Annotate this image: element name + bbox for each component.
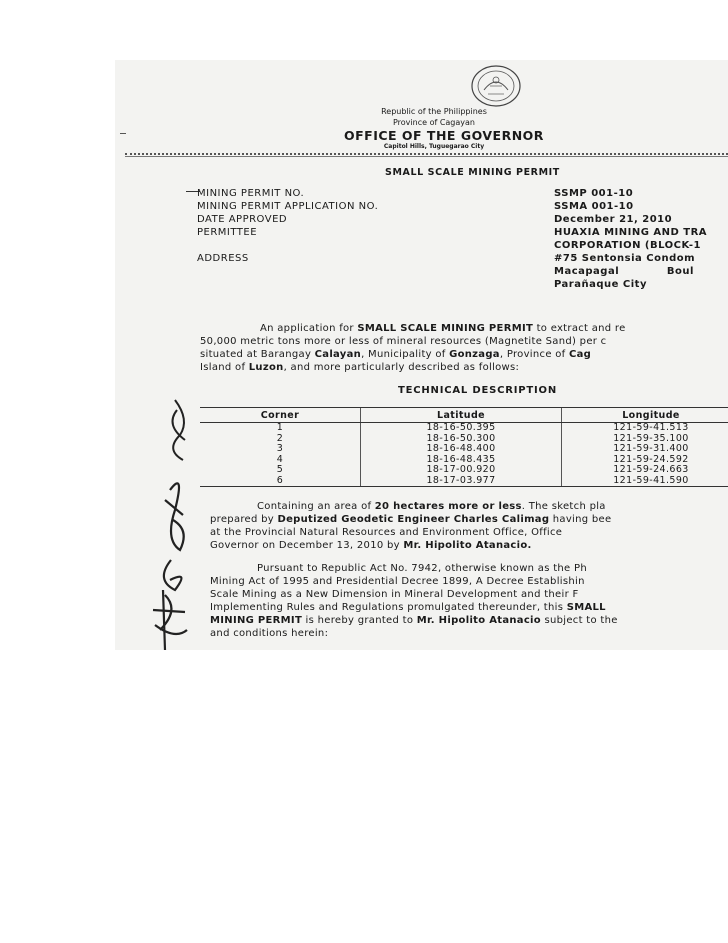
cell-latitude: 18-17-03.977	[361, 476, 562, 487]
text-span: situated at Barangay	[200, 349, 315, 360]
field-label-application-no: MINING PERMIT APPLICATION NO.	[197, 201, 379, 212]
document-title: SMALL SCALE MINING PERMIT	[385, 167, 560, 178]
cell-latitude: 18-17-00.920	[361, 465, 562, 476]
text-span: is hereby granted to	[302, 615, 417, 626]
paragraph-area-line-3: at the Provincial Natural Resources and Environment Office, Office	[210, 527, 563, 538]
cell-corner: 5	[276, 464, 284, 475]
field-label-address: ADDRESS	[197, 253, 249, 264]
provincial-seal-icon	[470, 64, 522, 108]
paragraph-pursuant-line-5	[210, 614, 618, 627]
cell-longitude: 121-59-31.400	[562, 444, 728, 455]
paragraph-pursuant-line-3	[210, 588, 579, 601]
cell-longitude: 121-59-24.663	[562, 465, 728, 476]
text-bold: 20 hectares more or less	[374, 501, 522, 512]
text-span: Island of	[200, 362, 249, 373]
text-span: Governor on December 13, 2010 by	[210, 540, 404, 551]
text-span: Implementing Rules and Regulations promulgated thereunder, this	[210, 602, 567, 613]
field-label-permittee: PERMITTEE	[197, 227, 258, 238]
paragraph-pursuant-line-4	[210, 601, 606, 614]
table-row	[200, 423, 728, 434]
text-bold: MINING PERMIT	[210, 615, 303, 626]
field-value-permit-no: SSMP 001-10	[554, 188, 634, 199]
cell-corner: 6	[200, 476, 361, 487]
cell-latitude: 18-16-48.435	[361, 455, 562, 466]
text-bold: Mr. Hipolito Atanacio.	[403, 540, 532, 551]
field-label-date-approved: DATE APPROVED	[197, 214, 288, 225]
paragraph-application-line-3	[200, 348, 591, 361]
text-span: subject to the	[540, 615, 618, 626]
scanned-document-page	[115, 60, 728, 650]
field-value-permittee-cont: CORPORATION (BLOCK-1	[554, 240, 701, 251]
text-bold: Gonzaga	[449, 349, 500, 360]
field-value-address-1: #75 Sentonsia Condom	[554, 253, 696, 264]
text-bold: Calayan	[314, 349, 362, 360]
paragraph-application-line-1	[260, 322, 626, 335]
table-row	[200, 476, 728, 487]
table-row	[200, 465, 728, 476]
header-capitol: Capitol Hills, Tuguegarao City	[383, 143, 485, 150]
header-province: Province of Cagayan	[392, 118, 475, 127]
cell-longitude: 121-59-24.592	[562, 455, 728, 466]
cell-longitude: 121-59-35.100	[562, 434, 728, 445]
text-span: to extract and re	[533, 323, 626, 334]
table-header-row	[200, 408, 728, 423]
text-span: prepared by	[210, 514, 278, 525]
text-bold: Luzon	[248, 362, 284, 373]
paragraph-pursuant-line-2: Mining Act of 1995 and Presidential Decree 1899, A Decree Establishin	[210, 576, 585, 587]
paragraph-pursuant-line-1: Pursuant to Republic Act No. 7942, otherwise known as the Ph	[257, 563, 587, 574]
cell-latitude: 18-16-50.395	[361, 423, 562, 434]
paragraph-area-line-4	[210, 539, 532, 552]
header-divider	[125, 156, 728, 157]
cell-corner: 3	[276, 443, 284, 454]
paragraph-application-line-4	[200, 361, 519, 374]
margin-tick	[120, 133, 126, 134]
text-bold: Deputized Geodetic Engineer Charles Calimag	[277, 514, 550, 525]
field-value-address-3: Parañaque City	[554, 279, 647, 290]
cell-corner: 2	[276, 432, 284, 444]
text-bold: Mr. Hipolito Atanacio	[416, 615, 541, 626]
cell-longitude: 121-59-41.513	[562, 423, 728, 434]
cell-corner: 4	[276, 453, 284, 465]
text-bold: SMALL	[566, 602, 606, 613]
column-header-longitude: Longitude	[562, 408, 728, 423]
text-span: , Province of	[499, 349, 569, 360]
technical-description-title: TECHNICAL DESCRIPTION	[398, 385, 558, 396]
coordinates-table	[200, 407, 728, 487]
text-span: having bee	[549, 514, 612, 525]
header-office: OFFICE OF THE GOVERNOR	[344, 128, 544, 143]
header-divider-dotted	[125, 153, 728, 155]
cell-longitude: 121-59-41.590	[562, 476, 728, 487]
cell-latitude: 18-16-50.300	[361, 434, 562, 445]
paragraph-application-line-2: 50,000 metric tons more or less of mineral resources (Magnetite Sand) per c	[200, 336, 607, 347]
field-value-address-2: Macapagal Boul	[554, 266, 694, 277]
handwritten-signature-icon	[135, 380, 195, 650]
paragraph-pursuant-line-6: and conditions herein:	[210, 628, 329, 639]
paragraph-area-line-2	[210, 513, 611, 526]
text-span: . The sketch pla	[521, 501, 606, 512]
table-row	[200, 444, 728, 455]
text-span: Containing an area of	[257, 501, 375, 512]
column-header-corner: Corner	[200, 408, 361, 423]
text-span: F	[572, 589, 579, 600]
text-bold: Cag	[568, 349, 592, 360]
field-value-application-no: SSMA 001-10	[554, 201, 634, 212]
text-bold: SMALL SCALE MINING PERMIT	[357, 323, 534, 334]
field-value-date-approved: December 21, 2010	[554, 214, 673, 225]
field-value-permittee: HUAXIA MINING AND TRA	[554, 227, 708, 238]
text-span: , Municipality of	[361, 349, 450, 360]
paragraph-area-line-1	[257, 500, 606, 513]
text-span: An application for	[260, 323, 358, 334]
cell-latitude: 18-16-48.400	[361, 444, 562, 455]
field-label-permit-no: MINING PERMIT NO.	[197, 188, 305, 199]
text-span: Scale Mining as a New Dimension in Mineral Development and their	[210, 589, 573, 600]
text-span: , and more particularly described as follows:	[283, 362, 520, 373]
cell-corner: 1	[276, 422, 284, 433]
header-republic: Republic of the Philippines	[381, 107, 487, 116]
column-header-latitude: Latitude	[361, 408, 562, 423]
